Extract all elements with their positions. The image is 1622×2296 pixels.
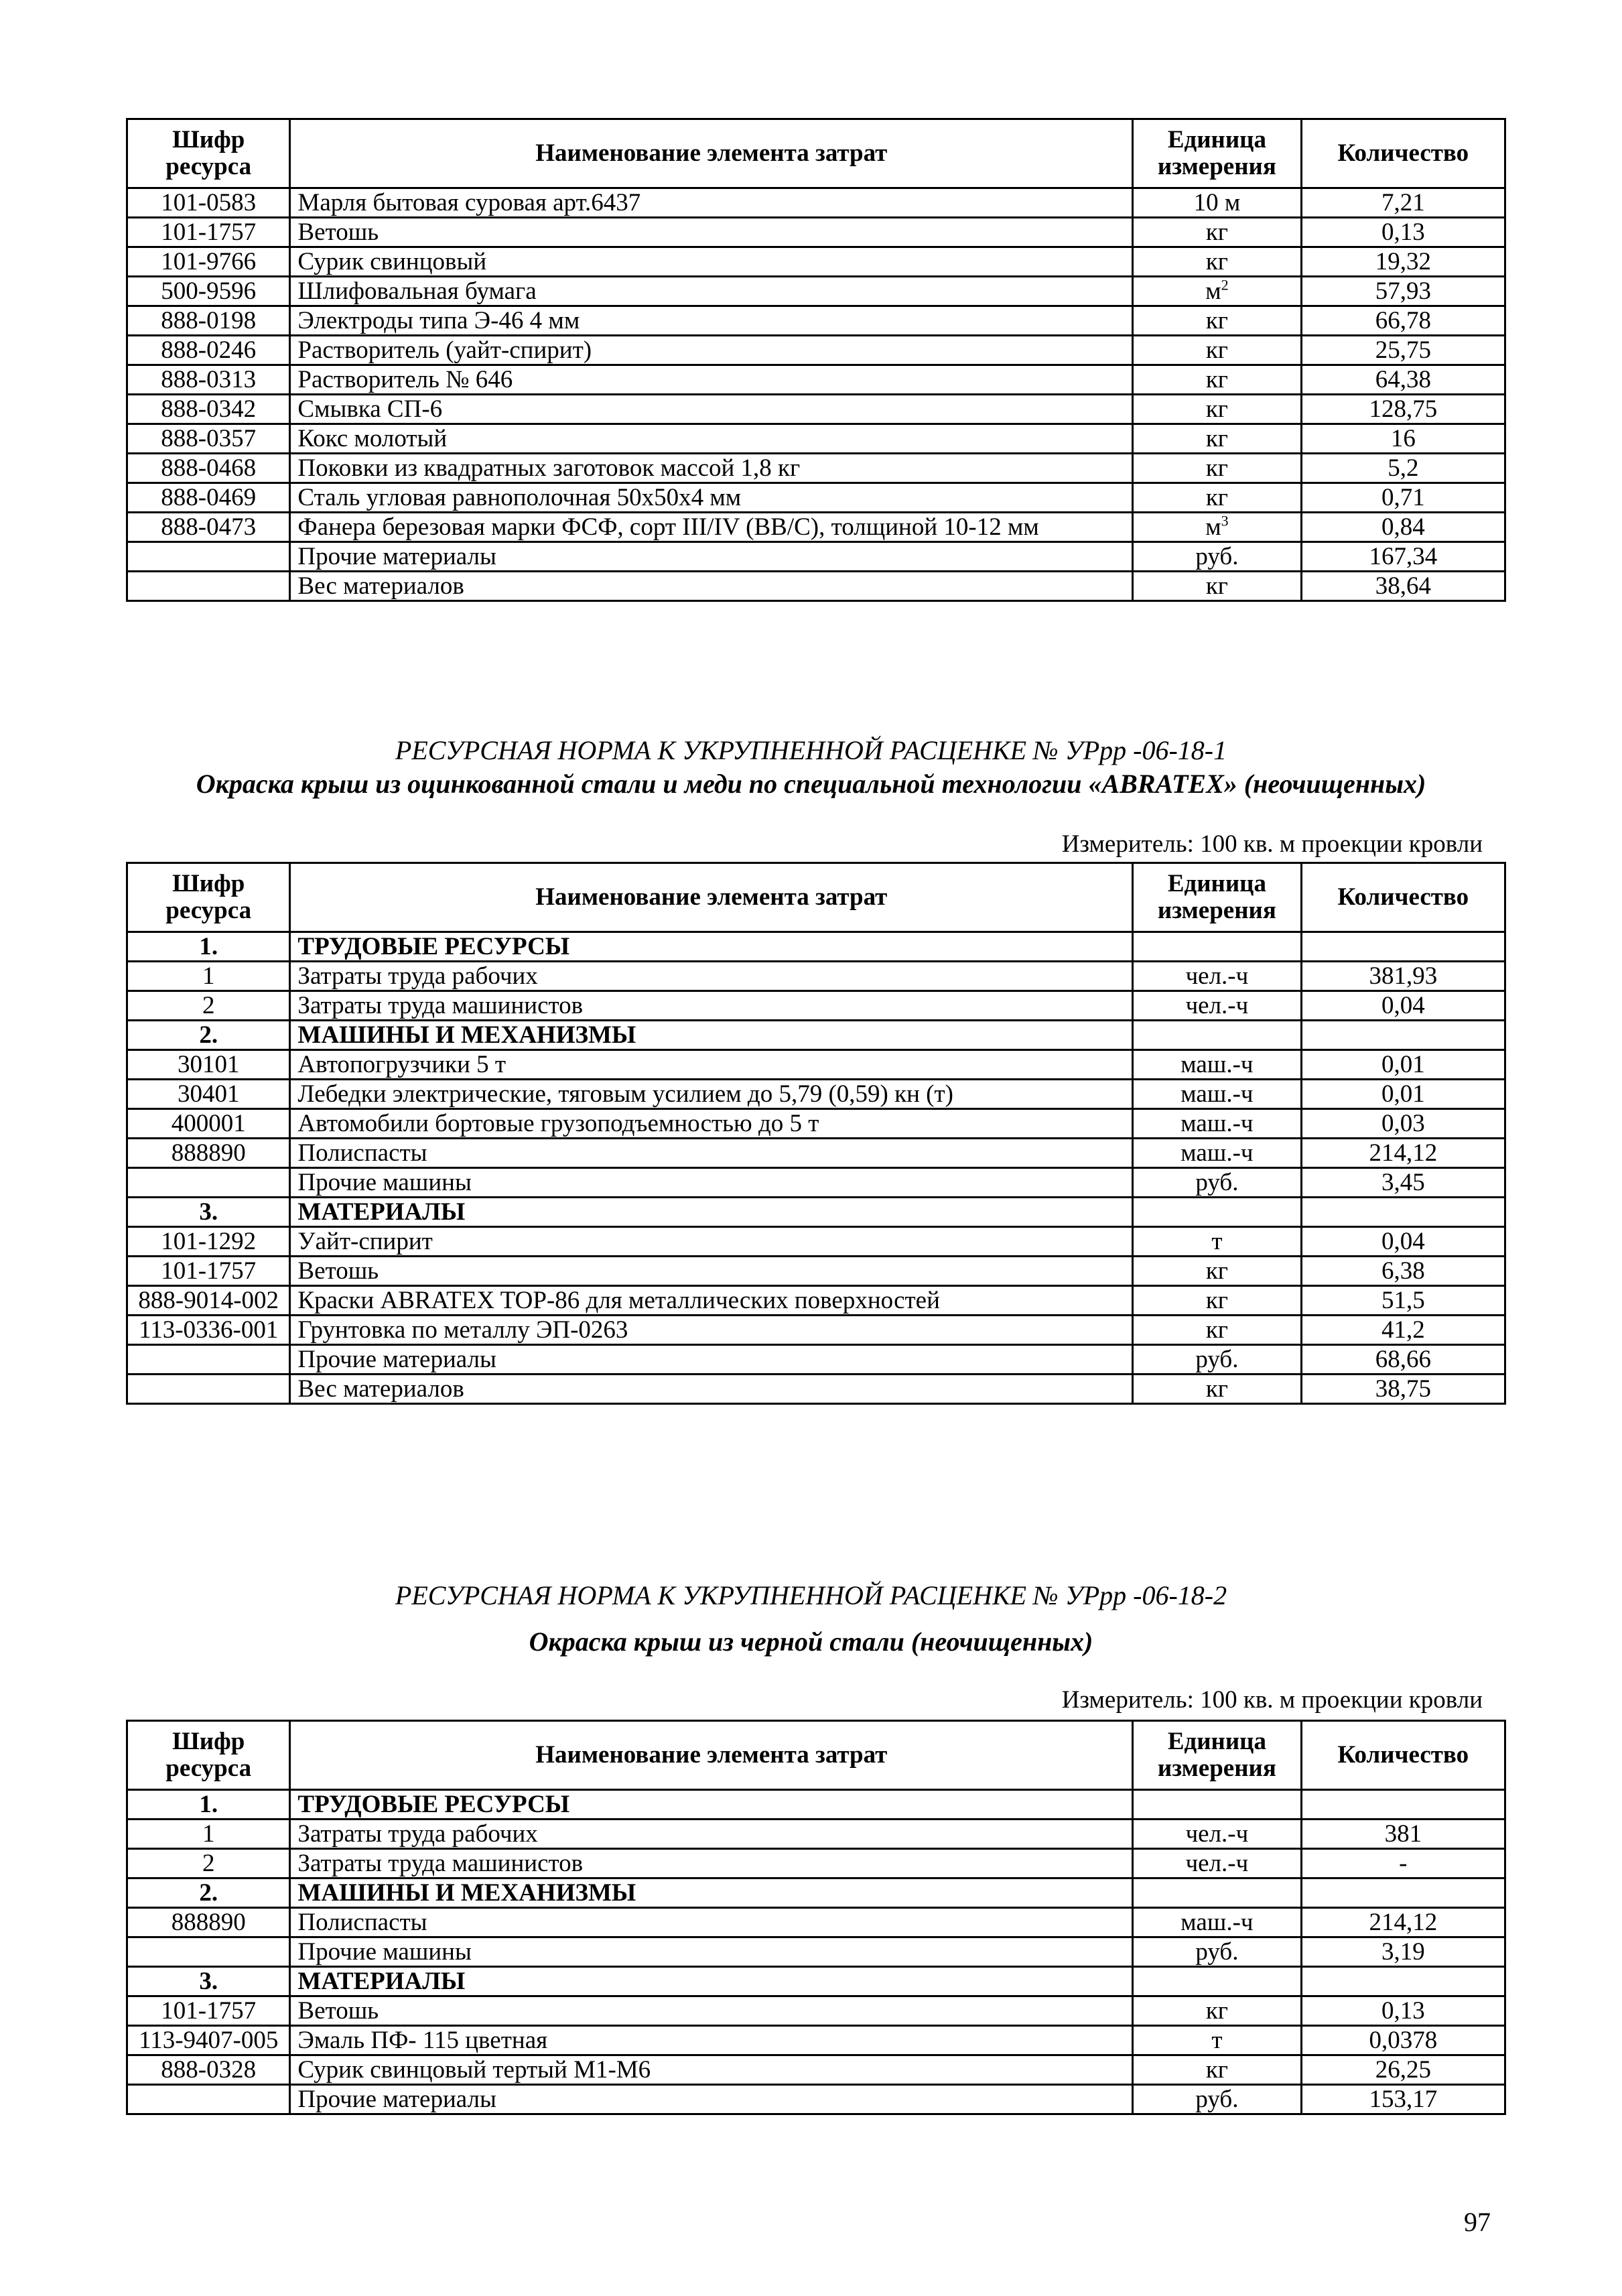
table-header-row — [127, 119, 1505, 188]
table-row — [127, 1109, 1505, 1139]
cell-name: Полиспасты — [290, 1908, 1133, 1937]
cell-code: 3. — [127, 1967, 290, 1996]
cell-code: 400001 — [127, 1109, 290, 1139]
table-row — [127, 2085, 1505, 2114]
cell-unit — [1133, 2055, 1302, 2085]
cell-unit — [1133, 306, 1302, 336]
cell-code: 888890 — [127, 1139, 290, 1168]
cell-code — [127, 542, 290, 572]
cell-code: 101-1757 — [127, 1257, 290, 1286]
cell-code: 888-0468 — [127, 454, 290, 483]
table-row — [127, 1286, 1505, 1316]
cell-qty: 0,84 — [1301, 513, 1505, 542]
cell-qty: 3,45 — [1301, 1168, 1505, 1198]
cell-qty: 6,38 — [1301, 1257, 1505, 1286]
cell-qty: 214,12 — [1301, 1908, 1505, 1937]
cell-code: 888-0328 — [127, 2055, 290, 2085]
cell-name: Поковки из квадратных заготовок массой 1,8 кг — [290, 454, 1133, 483]
cell-unit-text: кг — [1205, 307, 1228, 334]
table-row — [127, 1937, 1505, 1967]
cell-name: МАШИНЫ И МЕХАНИЗМЫ — [290, 1021, 1133, 1050]
cell-unit-text: кг — [1205, 1257, 1228, 1285]
cell-code: 2. — [127, 1878, 290, 1908]
cell-name: Грунтовка по металлу ЭП-0263 — [290, 1316, 1133, 1345]
cell-name: Марля бытовая суровая арт.6437 — [290, 188, 1133, 218]
cell-unit — [1133, 1198, 1302, 1227]
table-row — [127, 1316, 1505, 1345]
cell-qty: 68,66 — [1301, 1345, 1505, 1375]
cell-qty — [1301, 932, 1505, 962]
cell-qty: - — [1301, 1849, 1505, 1878]
cell-unit — [1133, 572, 1302, 601]
table-row — [127, 1849, 1505, 1878]
cell-unit — [1133, 1227, 1302, 1257]
section-heading-row — [127, 1021, 1505, 1050]
cell-name: МАТЕРИАЛЫ — [290, 1198, 1133, 1227]
table-row — [127, 1227, 1505, 1257]
cell-name: Прочие материалы — [290, 1345, 1133, 1375]
header-qty: Количество — [1301, 1721, 1505, 1790]
section2-subtitle: Окраска крыш из оцинкованной стали и меди по специальной технологии «ABRATEX» (неочищенных) — [196, 769, 1426, 799]
cell-code: 888-0198 — [127, 306, 290, 336]
cell-qty: 167,34 — [1301, 542, 1505, 572]
cell-qty: 0,01 — [1301, 1080, 1505, 1109]
cell-unit — [1133, 1286, 1302, 1316]
table-row — [127, 1345, 1505, 1375]
cell-name: Вес материалов — [290, 572, 1133, 601]
cell-unit-text: м — [1205, 513, 1221, 541]
cell-qty: 38,75 — [1301, 1375, 1505, 1404]
materials-table-continued — [126, 118, 1506, 602]
section3-meter: Измеритель: 100 кв. м проекции кровли — [1061, 1686, 1483, 1714]
cell-code: 1 — [127, 1820, 290, 1849]
cell-unit-text: руб. — [1195, 1938, 1239, 1966]
cell-unit — [1133, 277, 1302, 306]
cell-qty: 25,75 — [1301, 336, 1505, 365]
table-row — [127, 1996, 1505, 2026]
cell-code — [127, 1168, 290, 1198]
cell-unit — [1133, 1908, 1302, 1937]
cell-name: Прочие машины — [290, 1168, 1133, 1198]
table-header-row — [127, 863, 1505, 932]
cell-unit — [1133, 1375, 1302, 1404]
cell-qty — [1301, 1790, 1505, 1820]
section2-meter: Измеритель: 100 кв. м проекции кровли — [1061, 830, 1483, 858]
table-row — [127, 483, 1505, 513]
table-header-row — [127, 1721, 1505, 1790]
cell-code: 113-9407-005 — [127, 2026, 290, 2055]
cell-name: МАТЕРИАЛЫ — [290, 1967, 1133, 1996]
cell-qty: 3,19 — [1301, 1937, 1505, 1967]
cell-unit-text: руб. — [1195, 2086, 1239, 2113]
cell-name: Ветошь — [290, 1257, 1133, 1286]
section2-title: РЕСУРСНАЯ НОРМА К УКРУПНЕННОЙ РАСЦЕНКЕ № УРрр -06-18-1 — [395, 735, 1227, 765]
cell-code — [127, 1937, 290, 1967]
cell-name: Автомобили бортовые грузоподъемностью до 5 т — [290, 1109, 1133, 1139]
cell-name: Полиспасты — [290, 1139, 1133, 1168]
cell-name: Ветошь — [290, 1996, 1133, 2026]
section-heading-row — [127, 1878, 1505, 1908]
section-heading-row — [127, 1198, 1505, 1227]
cell-unit — [1133, 365, 1302, 395]
cell-unit-text: чел.-ч — [1185, 1820, 1249, 1848]
cell-code: 888-9014-002 — [127, 1286, 290, 1316]
cell-unit-superscript: 2 — [1221, 276, 1229, 294]
cell-unit-text: чел.-ч — [1185, 962, 1249, 990]
cell-unit-text: т — [1211, 2027, 1223, 2054]
cell-qty — [1301, 1021, 1505, 1050]
cell-unit-text: маш.-ч — [1180, 1051, 1254, 1078]
cell-code: 1. — [127, 932, 290, 962]
cell-qty: 0,04 — [1301, 1227, 1505, 1257]
cell-code: 113-0336-001 — [127, 1316, 290, 1345]
cell-name: Смывка СП-6 — [290, 395, 1133, 424]
cell-code: 1 — [127, 962, 290, 991]
cell-qty: 0,0378 — [1301, 2026, 1505, 2055]
cell-unit-superscript: 3 — [1221, 512, 1229, 529]
cell-qty: 5,2 — [1301, 454, 1505, 483]
cell-unit-text: кг — [1205, 1287, 1228, 1314]
header-qty: Количество — [1301, 863, 1505, 932]
cell-qty: 0,01 — [1301, 1050, 1505, 1080]
cell-qty: 381,93 — [1301, 962, 1505, 991]
cell-name: Уайт-спирит — [290, 1227, 1133, 1257]
cell-qty: 41,2 — [1301, 1316, 1505, 1345]
header-name: Наименование элемента затрат — [290, 1721, 1133, 1790]
cell-code: 888-0342 — [127, 395, 290, 424]
table-row — [127, 395, 1505, 424]
table-row — [127, 2055, 1505, 2085]
cell-qty — [1301, 1198, 1505, 1227]
header-code: Шифр ресурса — [127, 863, 290, 932]
cell-unit-text: кг — [1205, 395, 1228, 423]
table-row — [127, 1168, 1505, 1198]
section-heading-row — [127, 932, 1505, 962]
table-row — [127, 188, 1505, 218]
cell-code: 30401 — [127, 1080, 290, 1109]
cell-unit-text: руб. — [1195, 543, 1239, 570]
header-unit: Единица измерения — [1133, 863, 1302, 932]
table-row — [127, 1139, 1505, 1168]
cell-unit-text: кг — [1205, 1375, 1228, 1403]
cell-name: Прочие материалы — [290, 542, 1133, 572]
cell-name: Прочие материалы — [290, 2085, 1133, 2114]
section3-subtitle: Окраска крыш из черной стали (неочищенных) — [529, 1627, 1093, 1657]
cell-qty: 19,32 — [1301, 247, 1505, 277]
cell-unit-text: кг — [1205, 2056, 1228, 2084]
cell-unit-text: т — [1211, 1228, 1223, 1255]
table-row — [127, 1375, 1505, 1404]
cell-name: Затраты труда рабочих — [290, 1820, 1133, 1849]
cell-name: Автопогрузчики 5 т — [290, 1050, 1133, 1080]
cell-unit-text: маш.-ч — [1180, 1110, 1254, 1137]
cell-qty: 51,5 — [1301, 1286, 1505, 1316]
cell-name: МАШИНЫ И МЕХАНИЗМЫ — [290, 1878, 1133, 1908]
cell-name: ТРУДОВЫЕ РЕСУРСЫ — [290, 1790, 1133, 1820]
cell-unit — [1133, 1139, 1302, 1168]
cell-unit-text: руб. — [1195, 1169, 1239, 1196]
cell-unit-text: кг — [1205, 248, 1228, 275]
table-row — [127, 218, 1505, 247]
table-row — [127, 1050, 1505, 1080]
cell-unit-text: руб. — [1195, 1346, 1239, 1373]
cell-name: Эмаль ПФ- 115 цветная — [290, 2026, 1133, 2055]
cell-unit — [1133, 1820, 1302, 1849]
cell-name: Шлифовальная бумага — [290, 277, 1133, 306]
cell-unit — [1133, 1967, 1302, 1996]
cell-unit — [1133, 1021, 1302, 1050]
table-row — [127, 513, 1505, 542]
table-row — [127, 1257, 1505, 1286]
cell-unit — [1133, 1878, 1302, 1908]
cell-name: Растворитель № 646 — [290, 365, 1133, 395]
cell-name: Лебедки электрические, тяговым усилием до 5,79 (0,59) кн (т) — [290, 1080, 1133, 1109]
header-name: Наименование элемента затрат — [290, 119, 1133, 188]
cell-unit-text: кг — [1205, 484, 1228, 511]
table-row — [127, 1820, 1505, 1849]
cell-unit-text: кг — [1205, 1997, 1228, 2025]
cell-name: Прочие машины — [290, 1937, 1133, 1967]
section3-title: РЕСУРСНАЯ НОРМА К УКРУПНЕННОЙ РАСЦЕНКЕ № УРрр -06-18-2 — [395, 1580, 1227, 1610]
table-row — [127, 572, 1505, 601]
cell-code — [127, 1345, 290, 1375]
table-row — [127, 1080, 1505, 1109]
table-row — [127, 991, 1505, 1021]
cell-unit — [1133, 1050, 1302, 1080]
cell-code: 2. — [127, 1021, 290, 1050]
cell-unit-text: кг — [1205, 454, 1228, 482]
table-row — [127, 365, 1505, 395]
cell-unit — [1133, 991, 1302, 1021]
cell-code: 2 — [127, 991, 290, 1021]
cell-name: Кокс молотый — [290, 424, 1133, 454]
cell-unit-text: чел.-ч — [1185, 992, 1249, 1019]
cell-unit-text: м — [1205, 277, 1221, 305]
cell-unit — [1133, 424, 1302, 454]
cell-name: Сталь угловая равнополочная 50х50х4 мм — [290, 483, 1133, 513]
header-unit: Единица измерения — [1133, 1721, 1302, 1790]
table-row — [127, 962, 1505, 991]
table-row — [127, 306, 1505, 336]
cell-unit — [1133, 1996, 1302, 2026]
table-row — [127, 277, 1505, 306]
cell-unit — [1133, 1790, 1302, 1820]
header-code: Шифр ресурса — [127, 119, 290, 188]
cell-qty: 66,78 — [1301, 306, 1505, 336]
cell-name: Фанера березовая марки ФСФ, сорт III/IV (ВВ/С), толщиной 10-12 мм — [290, 513, 1133, 542]
cell-qty: 0,13 — [1301, 218, 1505, 247]
cell-unit-text: чел.-ч — [1185, 1850, 1249, 1877]
cell-unit — [1133, 188, 1302, 218]
cell-unit — [1133, 932, 1302, 962]
header-unit: Единица измерения — [1133, 119, 1302, 188]
cell-code: 30101 — [127, 1050, 290, 1080]
cell-qty: 128,75 — [1301, 395, 1505, 424]
table-row — [127, 1908, 1505, 1937]
cell-unit-text: маш.-ч — [1180, 1909, 1254, 1936]
cell-qty: 381 — [1301, 1820, 1505, 1849]
cell-code: 888-0246 — [127, 336, 290, 365]
cell-qty — [1301, 1878, 1505, 1908]
cell-qty: 0,04 — [1301, 991, 1505, 1021]
cell-qty: 0,03 — [1301, 1109, 1505, 1139]
cell-qty: 0,71 — [1301, 483, 1505, 513]
cell-code: 888-0469 — [127, 483, 290, 513]
cell-code: 101-0583 — [127, 188, 290, 218]
cell-unit-text: кг — [1205, 572, 1228, 600]
cell-code: 888890 — [127, 1908, 290, 1937]
cell-name: ТРУДОВЫЕ РЕСУРСЫ — [290, 932, 1133, 962]
cell-qty — [1301, 1967, 1505, 1996]
cell-unit — [1133, 1345, 1302, 1375]
cell-unit-text: кг — [1205, 425, 1228, 452]
header-name: Наименование элемента затрат — [290, 863, 1133, 932]
cell-qty: 0,13 — [1301, 1996, 1505, 2026]
header-qty: Количество — [1301, 119, 1505, 188]
cell-code: 101-9766 — [127, 247, 290, 277]
cell-qty: 64,38 — [1301, 365, 1505, 395]
cell-code: 101-1292 — [127, 1227, 290, 1257]
cell-name: Затраты труда машинистов — [290, 1849, 1133, 1878]
cell-unit — [1133, 483, 1302, 513]
cell-code — [127, 1375, 290, 1404]
cell-unit — [1133, 1109, 1302, 1139]
page-number: 97 — [1464, 2207, 1491, 2237]
cell-code: 3. — [127, 1198, 290, 1227]
cell-name: Ветошь — [290, 218, 1133, 247]
cell-name: Краски ABRATEX TOP-86 для металлических поверхностей — [290, 1286, 1133, 1316]
cell-code: 500-9596 — [127, 277, 290, 306]
cell-unit-text: 10 м — [1193, 189, 1241, 216]
table-row — [127, 336, 1505, 365]
resource-norm-table-1 — [126, 862, 1506, 1405]
cell-name: Сурик свинцовый — [290, 247, 1133, 277]
cell-code: 101-1757 — [127, 218, 290, 247]
resource-norm-table-2 — [126, 1720, 1506, 2115]
cell-unit-text: маш.-ч — [1180, 1080, 1254, 1108]
cell-unit — [1133, 1849, 1302, 1878]
cell-unit-text: кг — [1205, 366, 1228, 393]
cell-name: Вес материалов — [290, 1375, 1133, 1404]
table-row — [127, 2026, 1505, 2055]
cell-code: 888-0313 — [127, 365, 290, 395]
table-row — [127, 424, 1505, 454]
cell-qty: 214,12 — [1301, 1139, 1505, 1168]
cell-unit — [1133, 247, 1302, 277]
table-row — [127, 247, 1505, 277]
table-row — [127, 542, 1505, 572]
cell-unit — [1133, 454, 1302, 483]
table-row — [127, 454, 1505, 483]
cell-code: 2 — [127, 1849, 290, 1878]
cell-qty: 26,25 — [1301, 2055, 1505, 2085]
cell-qty: 153,17 — [1301, 2085, 1505, 2114]
cell-unit — [1133, 542, 1302, 572]
cell-unit — [1133, 336, 1302, 365]
cell-name: Растворитель (уайт-спирит) — [290, 336, 1133, 365]
cell-name: Сурик свинцовый тертый М1-М6 — [290, 2055, 1133, 2085]
cell-unit — [1133, 513, 1302, 542]
cell-unit-text: кг — [1205, 218, 1228, 246]
cell-name: Затраты труда машинистов — [290, 991, 1133, 1021]
cell-unit — [1133, 395, 1302, 424]
cell-unit — [1133, 1316, 1302, 1345]
cell-unit-text: кг — [1205, 336, 1228, 364]
cell-unit-text: кг — [1205, 1316, 1228, 1344]
cell-unit — [1133, 1937, 1302, 1967]
cell-name: Электроды типа Э-46 4 мм — [290, 306, 1133, 336]
cell-unit — [1133, 1168, 1302, 1198]
cell-unit — [1133, 1257, 1302, 1286]
cell-unit — [1133, 218, 1302, 247]
cell-unit — [1133, 1080, 1302, 1109]
cell-qty: 16 — [1301, 424, 1505, 454]
cell-name: Затраты труда рабочих — [290, 962, 1133, 991]
cell-qty: 7,21 — [1301, 188, 1505, 218]
section-heading-row — [127, 1967, 1505, 1996]
cell-qty: 57,93 — [1301, 277, 1505, 306]
cell-code: 101-1757 — [127, 1996, 290, 2026]
cell-unit — [1133, 962, 1302, 991]
cell-unit — [1133, 2026, 1302, 2055]
cell-code — [127, 2085, 290, 2114]
header-code: Шифр ресурса — [127, 1721, 290, 1790]
cell-qty: 38,64 — [1301, 572, 1505, 601]
cell-code: 1. — [127, 1790, 290, 1820]
cell-unit-text: маш.-ч — [1180, 1139, 1254, 1167]
cell-unit — [1133, 2085, 1302, 2114]
cell-code: 888-0357 — [127, 424, 290, 454]
cell-code: 888-0473 — [127, 513, 290, 542]
section-heading-row — [127, 1790, 1505, 1820]
cell-code — [127, 572, 290, 601]
